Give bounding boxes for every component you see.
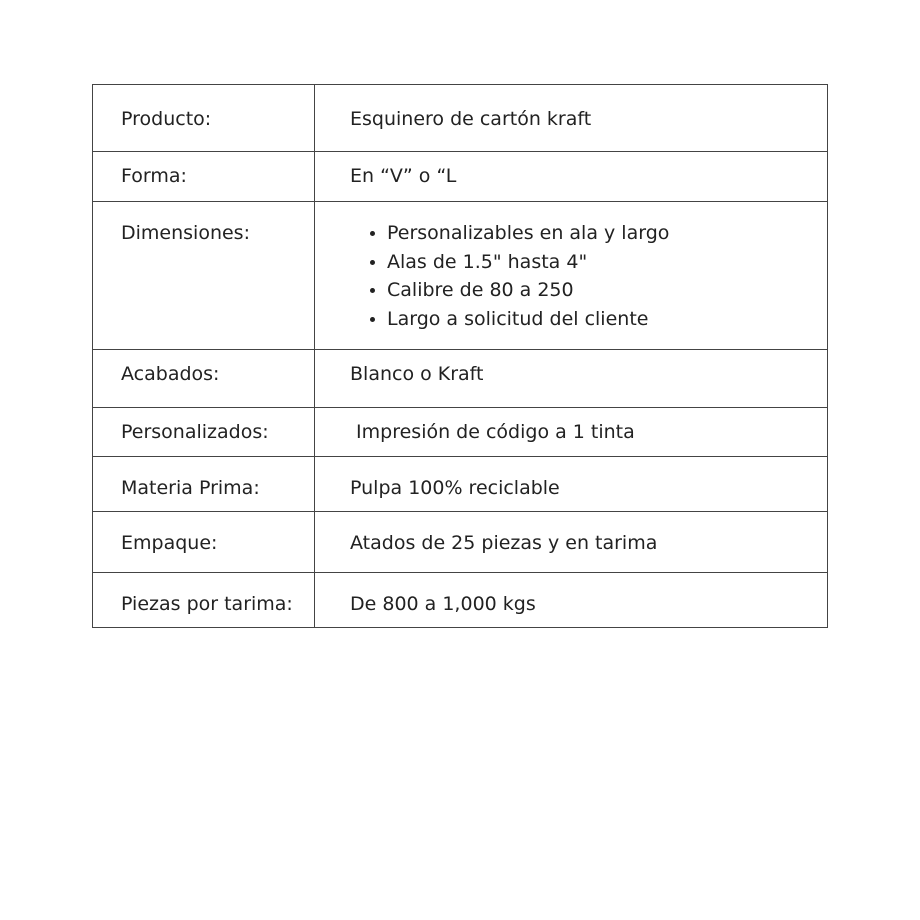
spec-row-materia-prima bbox=[93, 457, 828, 512]
spec-value: En “V” o “L bbox=[315, 152, 828, 202]
spec-row-acabados bbox=[93, 350, 828, 408]
dimensions-list bbox=[350, 219, 827, 333]
spec-value: Atados de 25 piezas y en tarima bbox=[315, 512, 828, 573]
spec-row-dimensiones bbox=[93, 202, 828, 350]
spec-label: Empaque: bbox=[93, 512, 315, 573]
spec-value: Esquinero de cartón kraft bbox=[315, 85, 828, 152]
spec-row-forma bbox=[93, 152, 828, 202]
list-item: • Largo a solicitud del cliente bbox=[387, 305, 827, 334]
spec-label: Personalizados: bbox=[93, 408, 315, 457]
list-item: • Personalizables en ala y largo bbox=[387, 219, 827, 248]
spec-value: De 800 a 1,000 kgs bbox=[315, 573, 828, 628]
spec-value: Blanco o Kraft bbox=[315, 350, 828, 408]
spec-row-empaque bbox=[93, 512, 828, 573]
spec-label: Producto: bbox=[93, 85, 315, 152]
spec-label: Acabados: bbox=[93, 350, 315, 408]
spec-label: Materia Prima: bbox=[93, 457, 315, 512]
list-item: • Alas de 1.5" hasta 4" bbox=[387, 248, 827, 277]
spec-row-producto bbox=[93, 85, 828, 152]
spec-row-piezas-por-tarima bbox=[93, 573, 828, 628]
spec-value: Impresión de código a 1 tinta bbox=[315, 408, 828, 457]
product-spec-table bbox=[92, 84, 828, 628]
spec-row-personalizados bbox=[93, 408, 828, 457]
spec-label: Forma: bbox=[93, 152, 315, 202]
spec-label: Piezas por tarima: bbox=[93, 573, 315, 628]
spec-label: Dimensiones: bbox=[93, 202, 315, 350]
spec-value-list-cell bbox=[315, 202, 828, 350]
spec-value: Pulpa 100% reciclable bbox=[315, 457, 828, 512]
list-item: • Calibre de 80 a 250 bbox=[387, 276, 827, 305]
